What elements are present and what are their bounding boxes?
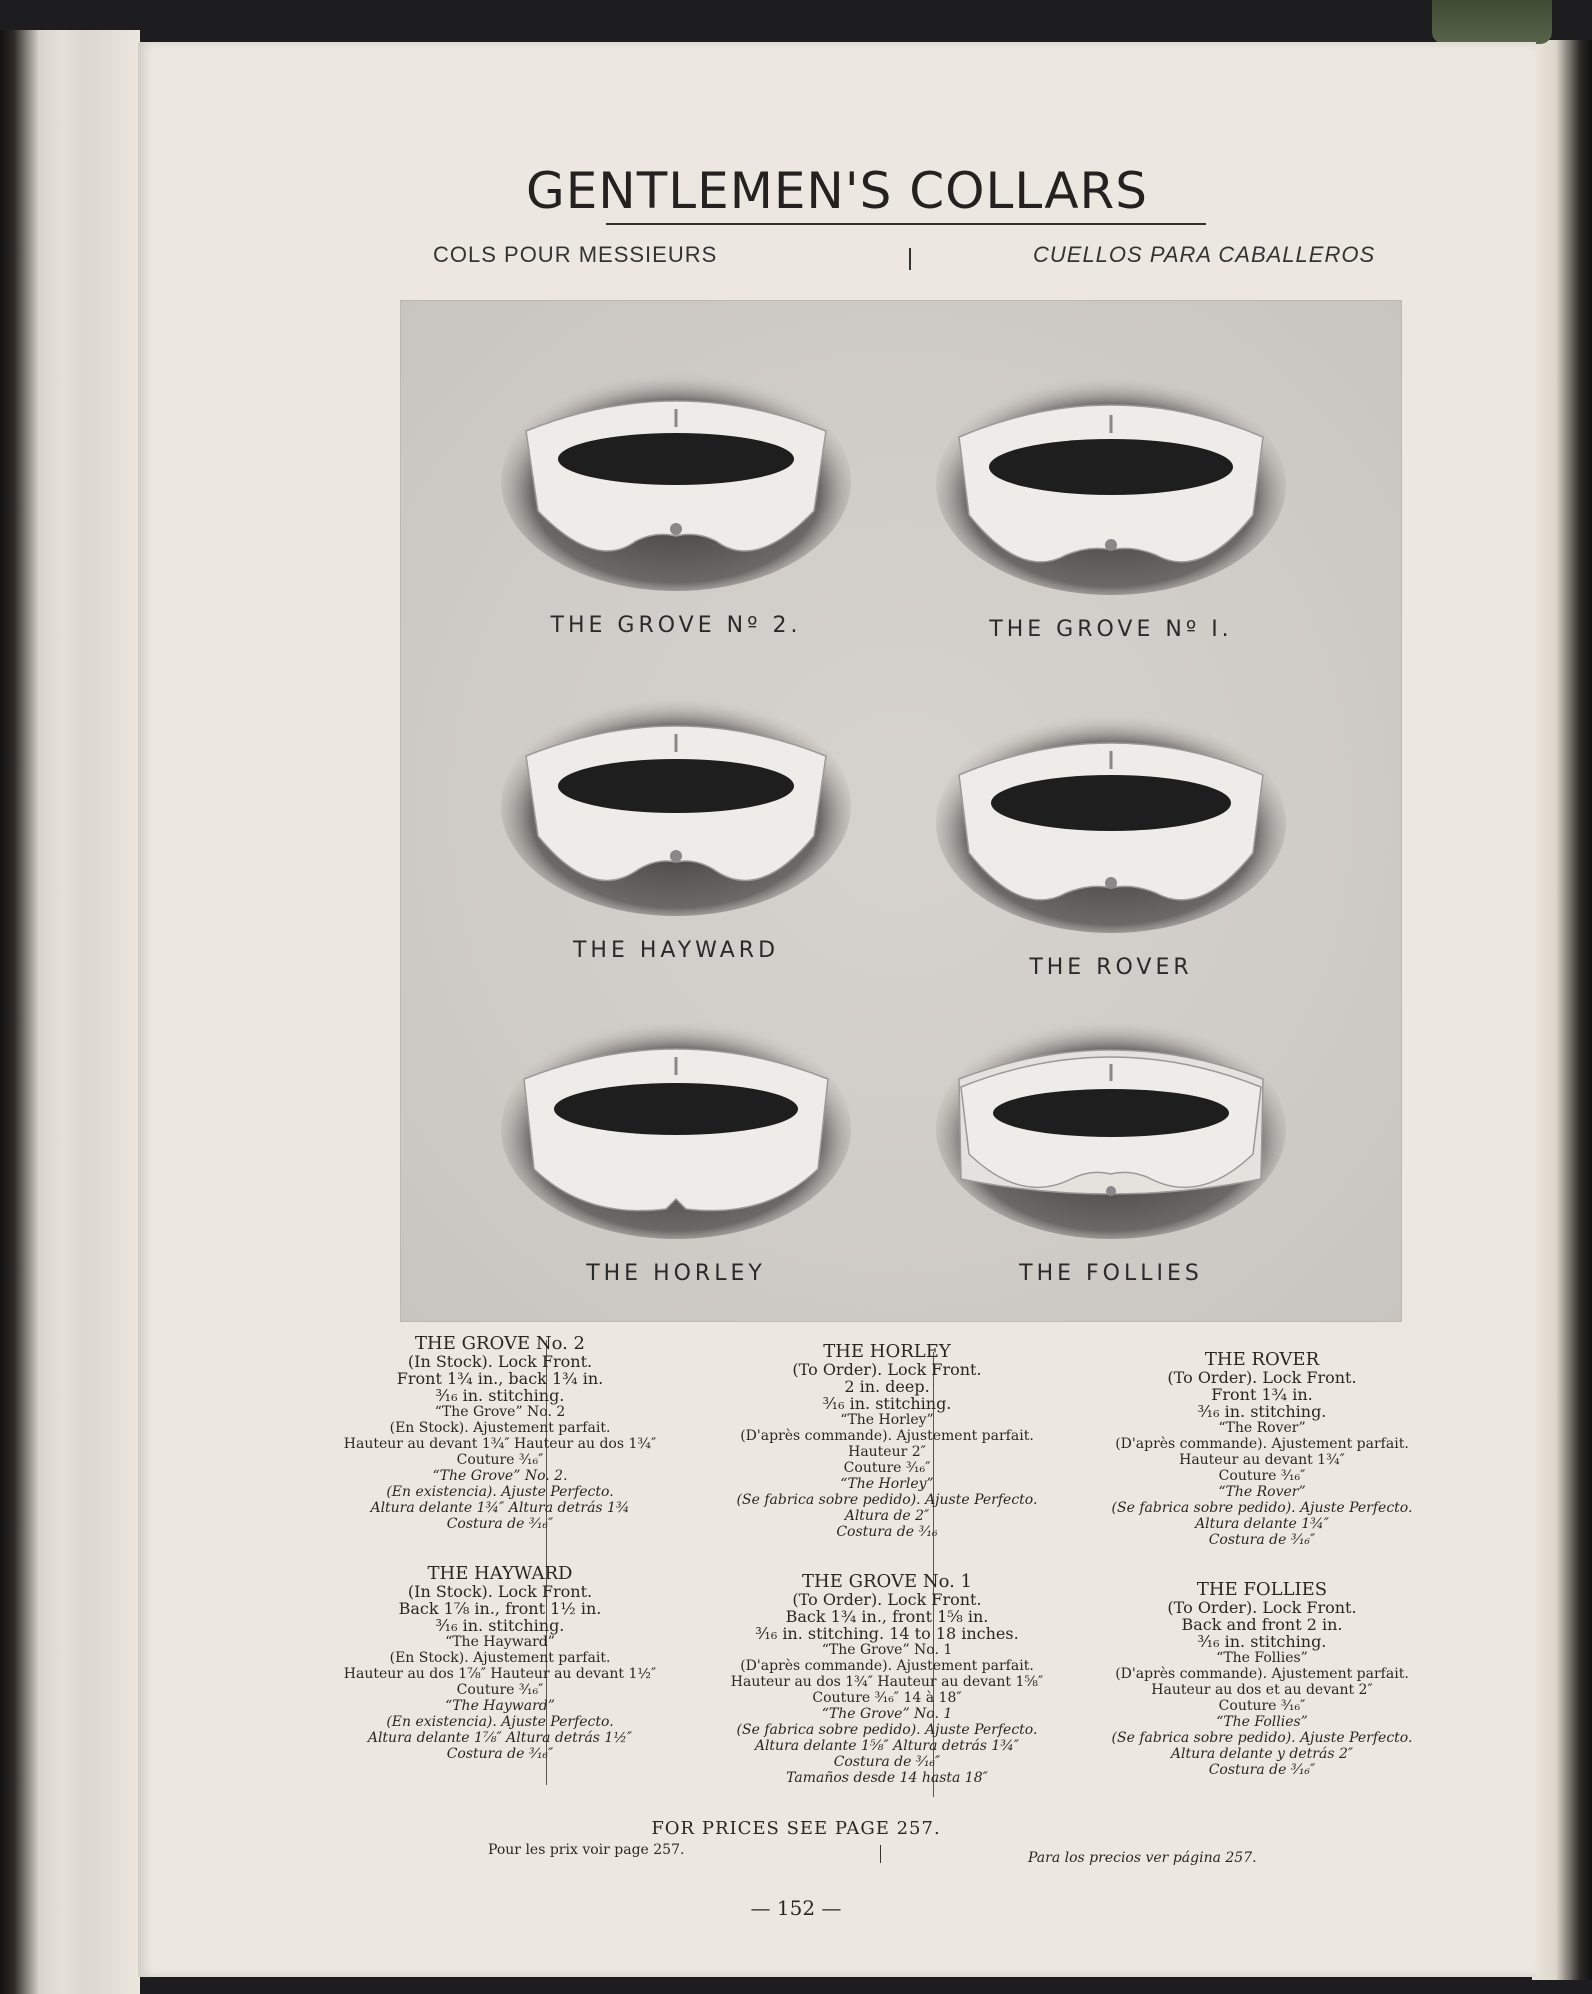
es-line: “The Grove” No. 2. (432, 1468, 568, 1484)
collar-name: THE HAYWARD (427, 1563, 573, 1584)
en-line: Front 1¾ in., back 1¾ in. (396, 1369, 604, 1388)
fr-line: “The Grove” No. 1 (821, 1642, 953, 1658)
es-line: Costura de ³⁄₁₆″ (446, 1516, 554, 1532)
collar-label: THE GROVE Nº I. (989, 617, 1233, 642)
en-line: ³⁄₁₆ in. stitching. (435, 1616, 565, 1635)
en-line: (In Stock). Lock Front. (407, 1352, 593, 1371)
en-line: Back and front 2 in. (1181, 1615, 1343, 1634)
subtitle-spanish: CUELLOS PARA CABALLEROS (1033, 242, 1376, 267)
fr-line: “The Horley” (840, 1412, 934, 1428)
collar-illustration (931, 703, 1291, 943)
fr-line: (D'après commande). Ajustement parfait. (1115, 1666, 1409, 1682)
en-line: (In Stock). Lock Front. (407, 1582, 593, 1601)
fr-line: Hauteur au dos 1¾″ Hauteur au devant 1⅝″ (730, 1674, 1044, 1690)
es-line: (Se fabrica sobre pedido). Ajuste Perfecto. (736, 1722, 1038, 1738)
description-grove-1 (687, 1572, 1087, 1786)
en-line: ³⁄₁₆ in. stitching. (822, 1394, 952, 1413)
collar-follies (931, 1009, 1291, 1309)
column-left (300, 1334, 700, 1794)
description-rover (1062, 1350, 1462, 1548)
fr-line: Couture ³⁄₁₆″ (1218, 1698, 1306, 1714)
collar-label: THE FOLLIES (1019, 1261, 1203, 1286)
es-line: Costura de ³⁄₁₆″ (1208, 1762, 1316, 1778)
description-follies (1062, 1580, 1462, 1778)
page-title: GENTLEMEN'S COLLARS (525, 162, 1149, 220)
column-middle (687, 1342, 1087, 1818)
fr-line: Couture ³⁄₁₆″ (1218, 1468, 1306, 1484)
fr-line: Hauteur au devant 1¾″ (1179, 1452, 1345, 1468)
description-grove-2 (300, 1334, 700, 1532)
es-line: “The Horley” (840, 1476, 934, 1492)
en-line: Front 1¾ in. (1211, 1385, 1313, 1404)
title-underline (606, 223, 1206, 225)
es-line: (Se fabrica sobre pedido). Ajuste Perfecto. (1111, 1500, 1413, 1516)
fr-line: “The Rover” (1218, 1420, 1306, 1436)
es-line: Costura de ³⁄₁₆″ (833, 1754, 941, 1770)
prices-note-english: FOR PRICES SEE PAGE 257. (651, 1818, 941, 1839)
es-line: “The Grove” No. 1 (821, 1706, 953, 1722)
collar-name: THE ROVER (1204, 1349, 1320, 1370)
collar-rover (931, 703, 1291, 1003)
es-line: Costura de ³⁄₁₆″ (446, 1746, 554, 1762)
fr-line: Hauteur au devant 1¾″ Hauteur au dos 1¾″ (343, 1436, 657, 1452)
collar-horley (496, 1009, 856, 1309)
fr-line: “The Hayward” (445, 1634, 555, 1650)
fr-line: Couture ³⁄₁₆″ (456, 1452, 544, 1468)
collar-illustration (931, 365, 1291, 605)
es-line: (En existencia). Ajuste Perfecto. (386, 1484, 614, 1500)
fr-line: (En Stock). Ajustement parfait. (389, 1650, 611, 1666)
es-line: (En existencia). Ajuste Perfecto. (386, 1714, 614, 1730)
subtitle-divider (909, 248, 911, 270)
collar-label: THE ROVER (1029, 955, 1193, 980)
fr-line: (D'après commande). Ajustement parfait. (1115, 1436, 1409, 1452)
description-horley (687, 1342, 1087, 1540)
fr-line: (En Stock). Ajustement parfait. (389, 1420, 611, 1436)
en-line: ³⁄₁₆ in. stitching. (435, 1386, 565, 1405)
en-line: ³⁄₁₆ in. stitching. (1197, 1632, 1327, 1651)
en-line: (To Order). Lock Front. (792, 1360, 982, 1379)
es-line: Altura de 2″ (844, 1508, 930, 1524)
en-line: (To Order). Lock Front. (1167, 1368, 1357, 1387)
fr-line: (D'après commande). Ajustement parfait. (740, 1428, 1034, 1444)
collar-name: THE HORLEY (823, 1341, 951, 1362)
es-line: Altura delante 1¾″ Altura detrás 1¾ (370, 1500, 630, 1516)
page-number: — 152 — (750, 1896, 842, 1920)
prices-note-french: Pour les prix voir page 257. (488, 1842, 685, 1858)
en-line: Back 1⅞ in., front 1½ in. (398, 1599, 602, 1618)
en-line: ³⁄₁₆ in. stitching. (1197, 1402, 1327, 1421)
book-spine-left (0, 30, 140, 1994)
collars-photograph (400, 300, 1402, 1322)
en-line: Back 1¾ in., front 1⅝ in. (785, 1607, 989, 1626)
collar-grove-2 (496, 361, 856, 661)
footer-divider (880, 1845, 881, 1863)
collar-name: THE GROVE No. 2 (415, 1333, 585, 1354)
fr-line: Hauteur au dos et au devant 2″ (1151, 1682, 1373, 1698)
en-line: (To Order). Lock Front. (1167, 1598, 1357, 1617)
column-right (1062, 1350, 1462, 1810)
fr-line: Couture ³⁄₁₆″ (843, 1460, 931, 1476)
fr-line: Couture ³⁄₁₆″ (456, 1682, 544, 1698)
collar-label: THE GROVE Nº 2. (550, 613, 802, 638)
fr-line: Hauteur 2″ (848, 1444, 926, 1460)
book-page-edge-right (1532, 40, 1592, 1980)
fr-line: (D'après commande). Ajustement parfait. (740, 1658, 1034, 1674)
collar-illustration (931, 1009, 1291, 1249)
es-line: “The Follies” (1216, 1714, 1308, 1730)
en-line: (To Order). Lock Front. (792, 1590, 982, 1609)
es-line: Altura delante 1¾″ (1195, 1516, 1329, 1532)
fr-line: “The Follies” (1216, 1650, 1308, 1666)
es-line: Altura delante 1⅞″ Altura detrás 1½″ (367, 1730, 633, 1746)
es-line: “The Rover” (1218, 1484, 1306, 1500)
fr-line: Couture ³⁄₁₆″ 14 à 18″ (812, 1690, 962, 1706)
es-line: Altura delante y detrás 2″ (1170, 1746, 1354, 1762)
subtitle-french: COLS POUR MESSIEURS (433, 242, 718, 267)
es-line: Costura de ³⁄₁₆″ (1208, 1532, 1316, 1548)
en-line: 2 in. deep. (844, 1377, 930, 1396)
collar-name: THE FOLLIES (1196, 1579, 1328, 1600)
bookmark-tab (1432, 0, 1552, 44)
collar-label: THE HAYWARD (572, 938, 780, 963)
collar-name: THE GROVE No. 1 (802, 1571, 972, 1592)
collar-illustration (496, 686, 856, 926)
en-line: ³⁄₁₆ in. stitching. 14 to 18 inches. (755, 1624, 1019, 1643)
es-line: (Se fabrica sobre pedido). Ajuste Perfecto. (736, 1492, 1038, 1508)
es-line: Tamaños desde 14 hasta 18″ (786, 1770, 988, 1786)
collar-label: THE HORLEY (586, 1261, 766, 1286)
es-line: (Se fabrica sobre pedido). Ajuste Perfecto. (1111, 1730, 1413, 1746)
es-line: Costura de ³⁄₁₆ (836, 1524, 938, 1540)
fr-line: Hauteur au dos 1⅞″ Hauteur au devant 1½″ (343, 1666, 657, 1682)
collar-hayward (496, 686, 856, 986)
description-hayward (300, 1564, 700, 1762)
es-line: “The Hayward” (445, 1698, 555, 1714)
es-line: Altura delante 1⅝″ Altura detrás 1¾″ (754, 1738, 1020, 1754)
collar-grove-1 (931, 365, 1291, 665)
collar-illustration (496, 361, 856, 601)
prices-note-spanish: Para los precios ver página 257. (1028, 1850, 1257, 1866)
fr-line: “The Grove” No. 2 (434, 1404, 566, 1420)
collar-illustration (496, 1009, 856, 1249)
